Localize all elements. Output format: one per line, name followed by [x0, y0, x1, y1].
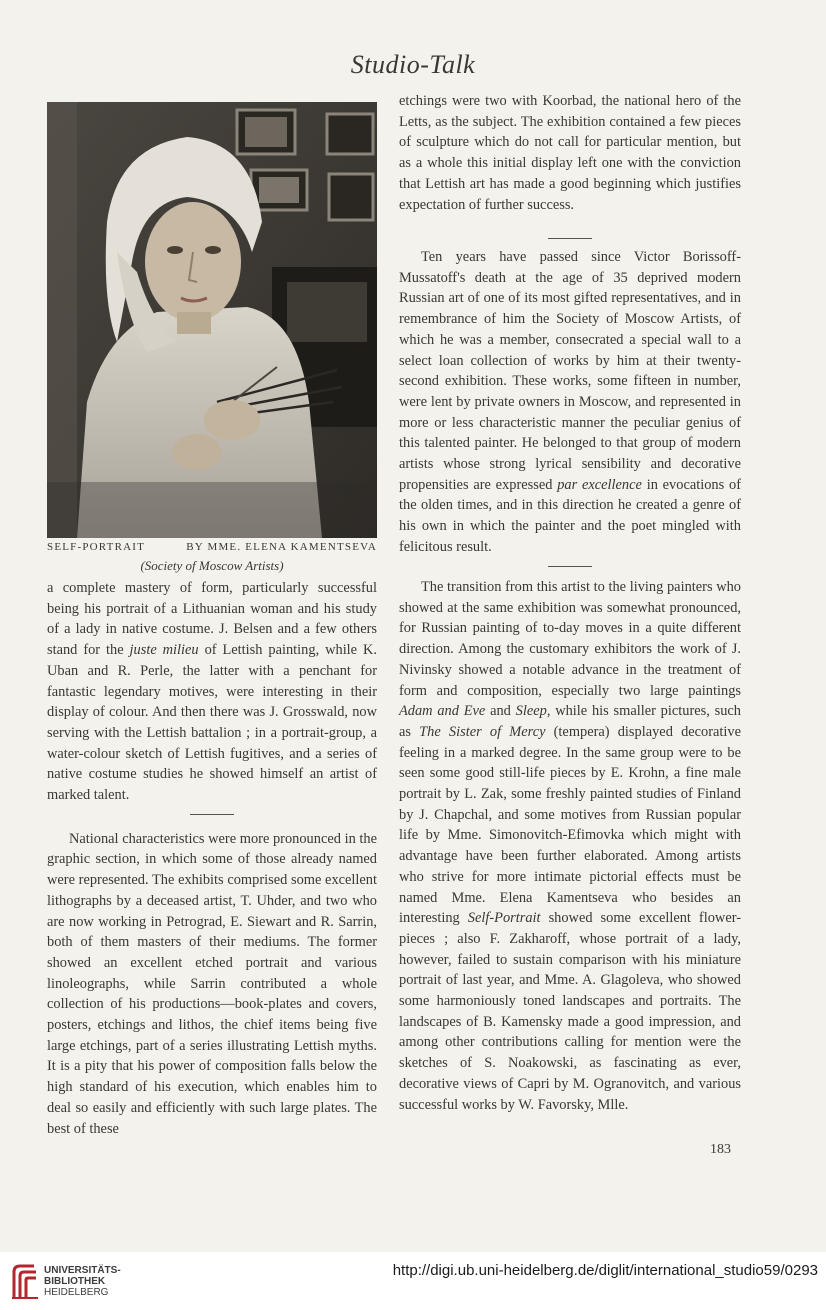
library-logo-icon	[10, 1262, 40, 1300]
self-portrait-figure	[47, 102, 377, 538]
caption-title: SELF-PORTRAIT	[47, 541, 146, 553]
running-header: Studio-Talk	[350, 50, 476, 79]
logo-line-3: HEIDELBERG	[44, 1286, 109, 1298]
logo-line-1: UNIVERSITÄTS-	[44, 1264, 121, 1276]
logo-line-2: BIBLIOTHEK	[44, 1275, 106, 1287]
section-divider	[548, 566, 592, 567]
caption-society: (Society of Moscow Artists)	[140, 558, 284, 573]
right-paragraph-2: Ten years have passed since Victor Borissoff-Mussatoff's death at the age of 35 deprived modern Russian art of one of its most gifted representatives, and in remembrance of him the Society of Moscow Artists, of which he was a member, consecrated a special wall to a select loan collection of works by him at their twenty-second exhibition. These works, some fifteen in number, were lent by private owners in Moscow, and represented in more or less characteristic manner the peculiar genius of this talented painter. He belonged to that group of modern artists whose strong lyrical sensibility and decorative propensities are expressed par excellence in evocations of the olden times, and in this direction he created a genre of his own in which the painter and the poet mingled with felicitous result.	[399, 249, 741, 555]
portrait-painting-image	[47, 102, 377, 538]
left-paragraph-1: a complete mastery of form, particularly successful being his portrait of a Lithuanian woman and his study of a lady in native costume. J. Belsen and a few others stand for the juste milieu of Lettish painting, while K. Uban and R. Perle, the latter with a penchant for fantastic legendary motives, were interesting in their display of colour. And then there was J. Grosswald, now serving with the Lettish battalion ; in a portrait-group, a water-colour sketch of Lettish fugitives, and a series of native costume studies he showed himself an artist of marked talent.	[47, 580, 377, 804]
left-paragraph-2: National characteristics were more pronounced in the graphic section, in which some of those already named were represented. The exhibits comprised some excellent lithographs by a deceased artist, T. Uhder, and two who are now working in Petrograd, E. Siewart and R. Sarrin, both of them masters of their mediums. The former showed an excellent etched portrait and various linoleographs, while Sarrin contributed a whole collection of his productions—book-plates and covers, posters, etchings and lithos, the chief items being five large etchings, part of a series illustrating Lettish myths. It is a pity that his power of composition falls below the high standard of his execution, which enables him to deal so easily and efficiently with such large plates. The best of these	[47, 830, 377, 1137]
figure-caption	[47, 541, 377, 553]
caption-artist: BY MME. ELENA KAMENTSEVA	[186, 541, 377, 553]
right-column-top	[399, 91, 741, 215]
section-divider	[190, 814, 234, 815]
right-column-middle	[399, 250, 741, 558]
footer-bar	[0, 1252, 826, 1310]
source-url-link[interactable]: http://digi.ub.uni-heidelberg.de/diglit/international_studio59/0293	[392, 1262, 818, 1279]
page-number: 183	[710, 1142, 731, 1157]
section-divider	[548, 238, 592, 239]
library-logo	[10, 1262, 121, 1300]
right-paragraph-1: etchings were two with Koorbad, the national hero of the Letts, as the subject. The exhibition contained a few pieces of sculpture which do not call for particular mention, but as a whole this initial display left one with the conviction that Lettish art has made a good beginning which justifies expectation of further success.	[399, 93, 741, 213]
right-column-bottom	[399, 578, 741, 1115]
left-column	[47, 578, 377, 1139]
right-paragraph-3: The transition from this artist to the living painters who showed at the same exhibition was somewhat pronounced, for Russian painting of to-day moves in a quite different direction. Among the customary exhibitors the work of J. Nivinsky showed a notable advance in the treatment of form and composition, especially two large paintings Adam and Eve and Sleep, while his smaller pictures, such as The Sister of Mercy (tempera) displayed decorative feeling in a marked degree. In the same group were to be seen some good still-life pieces by E. Krohn, a fine male portrait by L. Zak, some freshly painted studies of Finland by J. Chapchal, and some motives from Russian popular life by Mme. Simonovitch-Efimovka which might with advantage have been further elaborated. Among artists who strive for more intimate pictorial effects must be named Mme. Elena Kamentseva who besides an interesting Self-Portrait showed some excellent flower-pieces ; also F. Zakharoff, whose portrait of a lady, however, failed to sustain comparison with his miniature portrait of last year, and Mme. A. Glagoleva, who showed some harmoniously toned landscapes and portraits. The landscapes of B. Kamensky made a good impression, and among other contributions calling for mention were the sketches of S. Noakowski, as fascinating as ever, decorative views of Capri by M. Ogranovitch, and various successful works by W. Favorsky, Mlle.	[399, 579, 741, 1113]
